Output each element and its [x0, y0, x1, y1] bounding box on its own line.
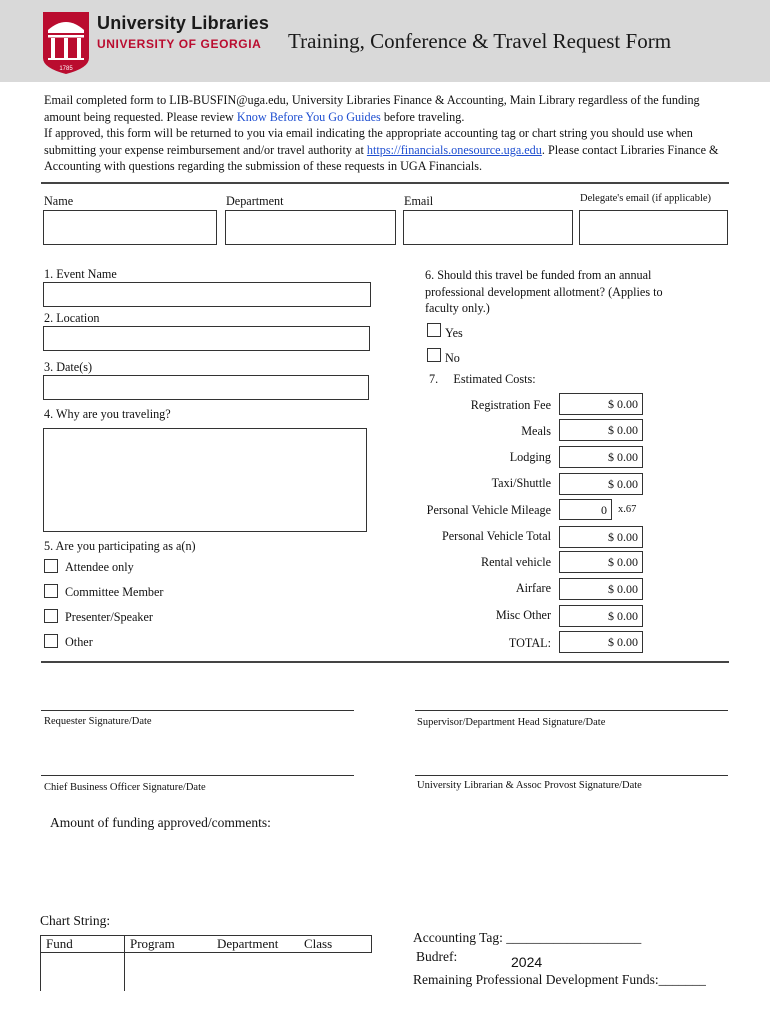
misc-other-input[interactable]: $ 0.00 — [559, 605, 643, 627]
presenter-label: Presenter/Speaker — [65, 610, 153, 624]
class-header: Class — [299, 936, 372, 953]
logo-year: 1785 — [59, 66, 73, 72]
vehicle-total-input[interactable]: $ 0.00 — [559, 526, 643, 548]
supervisor-signature-label: Supervisor/Department Head Signature/Date — [417, 717, 606, 728]
other-checkbox[interactable] — [44, 634, 58, 648]
lodging-label: Lodging — [509, 450, 551, 464]
supervisor-signature-line[interactable] — [415, 710, 728, 711]
delegate-email-input[interactable] — [579, 210, 728, 245]
budref-value[interactable]: 2024 — [511, 954, 543, 970]
registration-fee-label: Registration Fee — [470, 398, 551, 412]
taxi-shuttle-label: Taxi/Shuttle — [491, 476, 551, 490]
delegate-email-label: Delegate's email (if applicable) — [580, 193, 712, 204]
department-header: Department — [212, 936, 299, 953]
intro-text: Email completed form to LIB-BUSFIN@uga.edu, University Libraries Finance & Accounting, Main Library regardless of the funding amount being requested. Please review Know Before You Go Guides before traveling. If approved, this form will be returned to you via email indicating the appropriate accounting tag or chart string you should use when submitting your expense reimbursement and/or travel authority at https://financials.onesource.uga.edu. Please contact Libraries Finance & Accounting with questions regarding the submission of these requests in UGA Financials. — [44, 93, 719, 174]
why-traveling-textarea[interactable] — [43, 428, 367, 532]
airfare-label: Airfare — [515, 581, 551, 595]
chart-string-table — [40, 935, 372, 991]
misc-other-label: Misc Other — [495, 608, 551, 622]
mileage-rate: x.67 — [618, 504, 637, 515]
logo-title: University Libraries — [97, 13, 270, 33]
librarian-signature-label: University Librarian & Assoc Provost Signature/Date — [417, 780, 642, 791]
chart-string-label: Chart String: — [40, 913, 111, 928]
vehicle-mileage-label: Personal Vehicle Mileage — [426, 503, 551, 517]
other-label: Other — [65, 635, 93, 649]
total-label: TOTAL: — [508, 636, 551, 650]
airfare-input[interactable]: $ 0.00 — [559, 578, 643, 600]
registration-fee-input[interactable]: $ 0.00 — [559, 393, 643, 415]
cbo-signature-label: Chief Business Officer Signature/Date — [44, 782, 206, 793]
taxi-shuttle-input[interactable]: $ 0.00 — [559, 473, 643, 495]
email-input[interactable] — [403, 210, 573, 245]
lodging-input[interactable]: $ 0.00 — [559, 446, 643, 468]
no-label: No — [445, 351, 460, 365]
yes-checkbox[interactable] — [427, 323, 441, 337]
requester-signature-line[interactable] — [41, 710, 354, 711]
estimated-costs-label: 7. Estimated Costs: — [429, 372, 536, 386]
committee-member-label: Committee Member — [65, 585, 164, 599]
attendee-checkbox[interactable] — [44, 559, 58, 573]
presenter-checkbox[interactable] — [44, 609, 58, 623]
form-title: Training, Conference & Travel Request Form — [288, 29, 672, 53]
participating-label: 5. Are you participating as a(n) — [44, 539, 196, 553]
dates-input[interactable] — [43, 375, 369, 400]
email-label: Email — [404, 194, 434, 208]
event-name-label: 1. Event Name — [44, 267, 117, 281]
budref-label: Budref: — [416, 949, 458, 964]
name-label: Name — [44, 194, 74, 208]
why-traveling-label: 4. Why are you traveling? — [44, 407, 171, 421]
cbo-signature-line[interactable] — [41, 775, 354, 776]
class-cell[interactable] — [299, 953, 372, 992]
fund-header: Fund — [41, 936, 125, 953]
know-before-you-go-link[interactable]: Know Before You Go Guides — [236, 109, 381, 124]
amount-approved-label: Amount of funding approved/comments: — [50, 815, 271, 830]
divider-middle — [41, 661, 729, 663]
uga-arch-logo-icon — [43, 12, 89, 74]
fund-cell[interactable] — [41, 953, 125, 992]
program-header: Program — [125, 936, 213, 953]
rental-vehicle-input[interactable]: $ 0.00 — [559, 551, 643, 573]
location-label: 2. Location — [44, 311, 100, 325]
committee-member-checkbox[interactable] — [44, 584, 58, 598]
event-name-input[interactable] — [43, 282, 371, 307]
requester-signature-label: Requester Signature/Date — [44, 716, 152, 727]
vehicle-total-label: Personal Vehicle Total — [441, 529, 551, 543]
dates-label: 3. Date(s) — [44, 360, 93, 374]
total-input[interactable]: $ 0.00 — [559, 631, 643, 653]
department-input[interactable] — [225, 210, 396, 245]
department-cell[interactable] — [212, 953, 299, 992]
meals-label: Meals — [521, 424, 551, 438]
librarian-signature-line[interactable] — [415, 775, 728, 776]
accounting-tag-label: Accounting Tag: ____________________ — [413, 930, 642, 945]
rental-vehicle-label: Rental vehicle — [480, 555, 551, 569]
remaining-funds-label: Remaining Professional Development Funds:_______ — [413, 972, 706, 987]
name-input[interactable] — [43, 210, 217, 245]
financials-link[interactable]: https://financials.onesource.uga.edu — [366, 142, 542, 157]
no-checkbox[interactable] — [427, 348, 441, 362]
meals-input[interactable]: $ 0.00 — [559, 419, 643, 441]
yes-label: Yes — [445, 326, 463, 340]
vehicle-mileage-input[interactable]: 0 — [559, 499, 612, 520]
program-cell[interactable] — [125, 953, 213, 992]
location-input[interactable] — [43, 326, 370, 351]
funded-question: 6. Should this travel be funded from an annual professional development allotment? (Applies to faculty only.) — [425, 268, 663, 316]
department-label: Department — [226, 194, 284, 208]
divider-top — [41, 182, 729, 184]
attendee-label: Attendee only — [65, 560, 134, 574]
logo-subtitle: UNIVERSITY OF GEORGIA — [97, 37, 262, 51]
